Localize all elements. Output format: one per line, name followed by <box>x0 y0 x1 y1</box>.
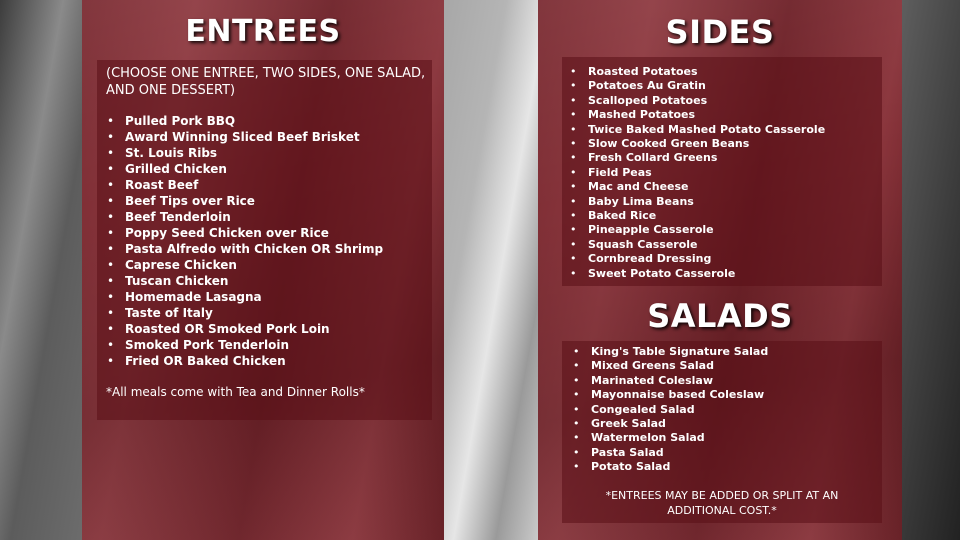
sides-salads-panel <box>538 0 902 540</box>
list-item: • King's Table Signature Salad <box>591 345 768 359</box>
list-item: • Pasta Salad <box>591 446 768 460</box>
list-item: • Pasta Alfredo with Chicken OR Shrimp <box>125 241 383 257</box>
list-item: • Field Peas <box>588 166 825 180</box>
list-item: • Potatoes Au Gratin <box>588 79 825 93</box>
entrees-panel <box>82 0 444 540</box>
list-item: • Smoked Pork Tenderloin <box>125 337 383 353</box>
entrees-list <box>125 113 383 369</box>
list-item: • Poppy Seed Chicken over Rice <box>125 225 383 241</box>
list-item: • Grilled Chicken <box>125 161 383 177</box>
list-item: • Mayonnaise based Coleslaw <box>591 388 768 402</box>
list-item: • Pineapple Casserole <box>588 223 825 237</box>
list-item: • Mashed Potatoes <box>588 108 825 122</box>
list-item: • Beef Tips over Rice <box>125 193 383 209</box>
entrees-heading: ENTREES <box>185 14 341 49</box>
list-item: • Potato Salad <box>591 460 768 474</box>
salads-heading: SALADS <box>647 297 793 335</box>
list-item: • Roasted OR Smoked Pork Loin <box>125 321 383 337</box>
list-item: • Roasted Potatoes <box>588 65 825 79</box>
sides-heading: SIDES <box>665 13 775 51</box>
entrees-box <box>97 60 432 420</box>
list-item: • Award Winning Sliced Beef Brisket <box>125 129 383 145</box>
list-item: • Slow Cooked Green Beans <box>588 137 825 151</box>
list-item: • Taste of Italy <box>125 305 383 321</box>
salads-list <box>591 345 768 475</box>
entrees-note: *All meals come with Tea and Dinner Rolls* <box>106 385 365 399</box>
list-item: • Caprese Chicken <box>125 257 383 273</box>
list-item: • Congealed Salad <box>591 403 768 417</box>
list-item: • Baby Lima Beans <box>588 195 825 209</box>
list-item: • Squash Casserole <box>588 238 825 252</box>
list-item: • Cornbread Dressing <box>588 252 825 266</box>
entrees-intro: (CHOOSE ONE ENTREE, TWO SIDES, ONE SALAD, AND ONE DESSERT) <box>106 66 426 98</box>
list-item: • Homemade Lasagna <box>125 289 383 305</box>
list-item: • Fried OR Baked Chicken <box>125 353 383 369</box>
list-item: • Mixed Greens Salad <box>591 359 768 373</box>
list-item: • Fresh Collard Greens <box>588 151 825 165</box>
list-item: • Watermelon Salad <box>591 431 768 445</box>
list-item: • Pulled Pork BBQ <box>125 113 383 129</box>
list-item: • St. Louis Ribs <box>125 145 383 161</box>
salads-box <box>562 341 882 523</box>
list-item: • Sweet Potato Casserole <box>588 267 825 281</box>
list-item: • Baked Rice <box>588 209 825 223</box>
list-item: • Greek Salad <box>591 417 768 431</box>
list-item: • Beef Tenderloin <box>125 209 383 225</box>
list-item: • Scalloped Potatoes <box>588 94 825 108</box>
list-item: • Tuscan Chicken <box>125 273 383 289</box>
sides-list <box>588 65 825 281</box>
list-item: • Marinated Coleslaw <box>591 374 768 388</box>
sides-box <box>562 57 882 286</box>
list-item: • Twice Baked Mashed Potato Casserole <box>588 123 825 137</box>
salads-note: *ENTREES MAY BE ADDED OR SPLIT AT AN ADDITIONAL COST.* <box>605 489 839 517</box>
list-item: • Roast Beef <box>125 177 383 193</box>
list-item: • Mac and Cheese <box>588 180 825 194</box>
